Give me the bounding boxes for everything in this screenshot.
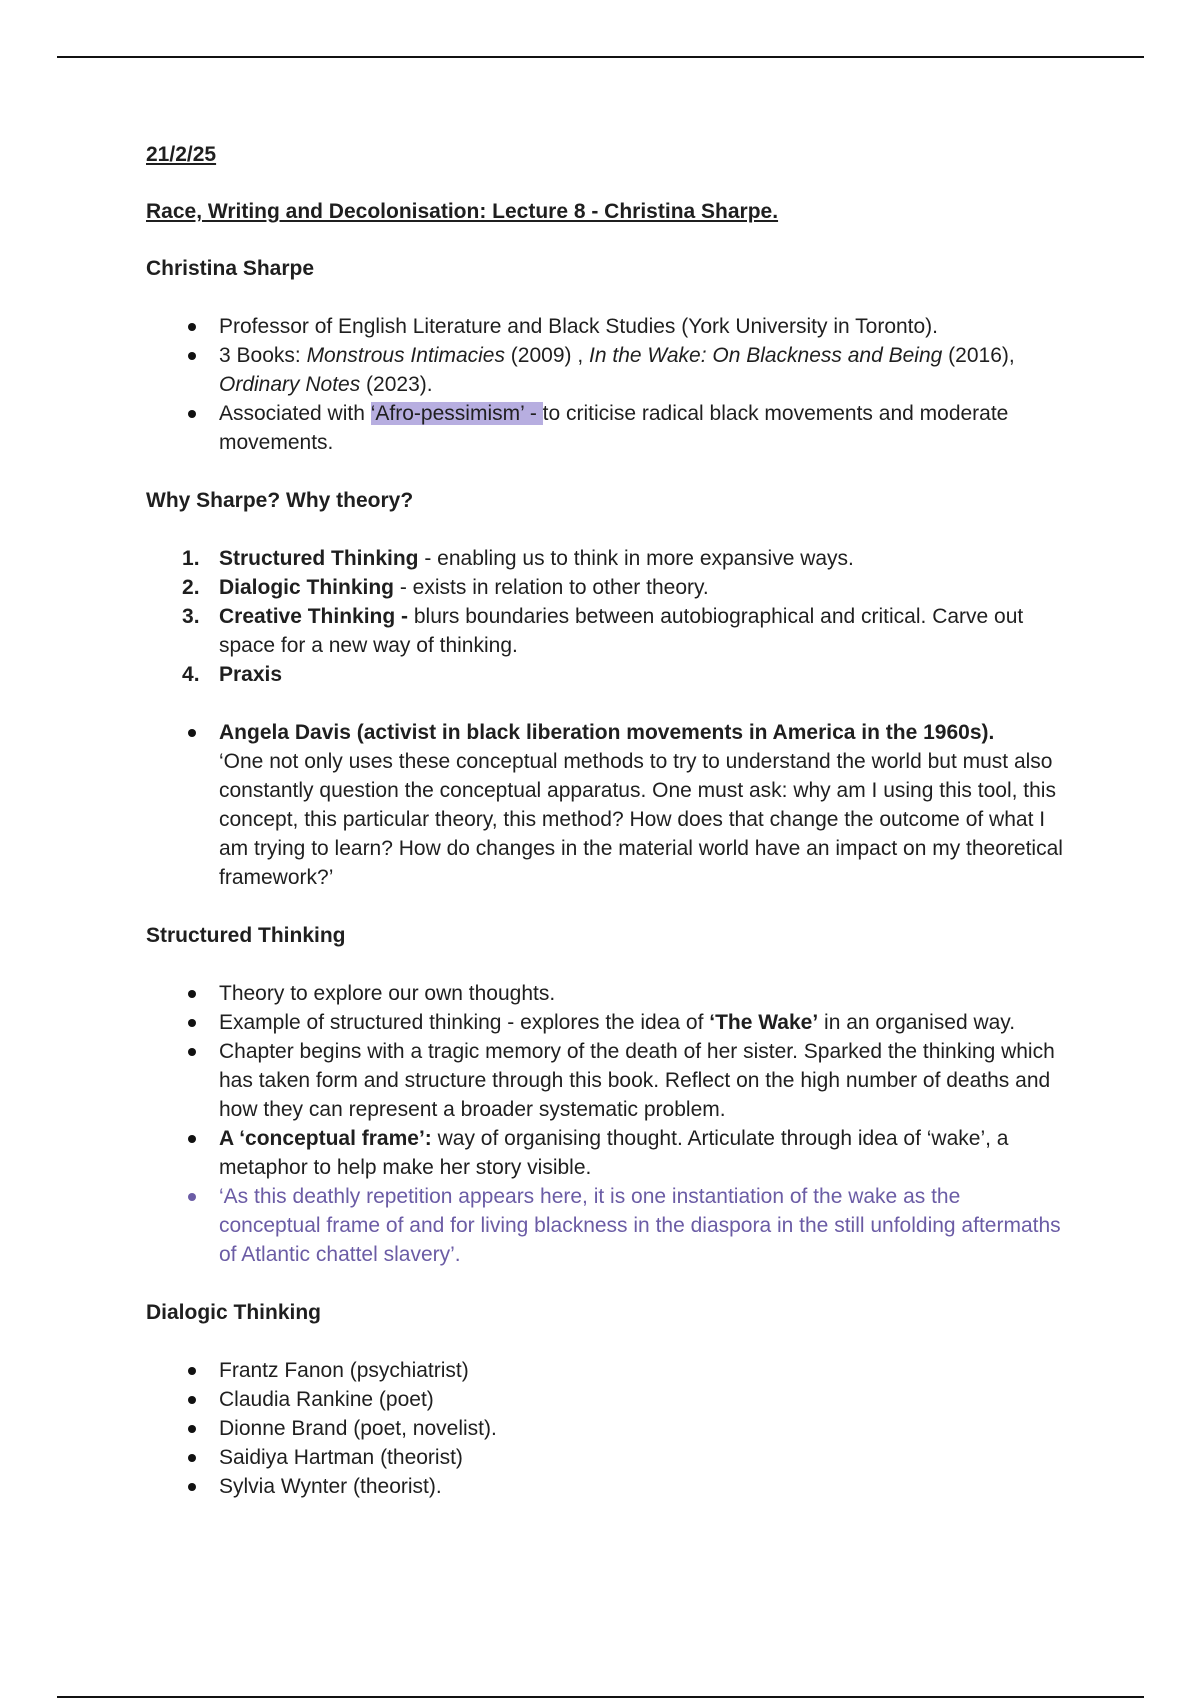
numbered-item: Praxis: [219, 663, 283, 686]
sharpe-list: [146, 312, 1066, 457]
document-title: Race, Writing and Decolonisation: Lecture 8 - Christina Sharpe.: [146, 200, 779, 223]
numbered-item: Structured Thinking - enabling us to think in more expansive ways.: [219, 547, 854, 570]
numbered-item: Creative Thinking - blurs boundaries between autobiographical and critical. Carve out space for a new way of thinking.: [219, 605, 1024, 657]
list-item: Frantz Fanon (psychiatrist): [219, 1356, 1066, 1385]
list-item: Professor of English Literature and Black Studies (York University in Toronto).: [219, 312, 1066, 341]
numbered-item: Dialogic Thinking - exists in relation to other theory.: [219, 576, 709, 599]
list-item: Angela Davis (activist in black liberation movements in America in the 1960s). ‘One not only uses these conceptual methods to try to understand the world but must also constantly question the conceptual apparatus. One must ask: why am I using this tool, this concept, this particular theory, this method? How does that change the outcome of what I am trying to learn? How do changes in the material world have an impact on my theoretical framework?’: [219, 718, 1066, 892]
list-item: 3 Books: Monstrous Intimacies (2009) , In the Wake: On Blackness and Being (2016), Ordinary Notes (2023).: [219, 341, 1066, 399]
list-item: Associated with ‘Afro-pessimism’ - to criticise radical black movements and moderate movements.: [219, 399, 1066, 457]
book-title: Monstrous Intimacies: [306, 344, 505, 367]
top-rule: [57, 56, 1144, 58]
book-title: In the Wake: On Blackness and Being: [589, 344, 943, 367]
list-item: Chapter begins with a tragic memory of the death of her sister. Sparked the thinking which has taken form and structure through this book. Reflect on the high number of deaths and how they can represent a broader systematic problem.: [219, 1037, 1066, 1124]
dialogic-list: [146, 1356, 1066, 1501]
list-item: Claudia Rankine (poet): [219, 1385, 1066, 1414]
list-item: A ‘conceptual frame’: way of organising thought. Articulate through idea of ‘wake’, a metaphor to help make her story visible.: [219, 1124, 1066, 1182]
why-numbered-list: [146, 544, 1066, 689]
bottom-rule: [57, 1696, 1144, 1698]
davis-list: [146, 718, 1066, 892]
list-item: Saidiya Hartman (theorist): [219, 1443, 1066, 1472]
section-heading-structured-thinking: Structured Thinking: [146, 924, 346, 947]
list-item: Sylvia Wynter (theorist).: [219, 1472, 1066, 1501]
section-heading-why-sharpe: Why Sharpe? Why theory?: [146, 489, 414, 512]
list-item: Theory to explore our own thoughts.: [219, 979, 1066, 1008]
highlighted-text: ‘Afro-pessimism’ -: [370, 402, 543, 425]
document-date: 21/2/25: [146, 143, 217, 166]
list-item: Dionne Brand (poet, novelist).: [219, 1414, 1066, 1443]
section-heading-christina-sharpe: Christina Sharpe: [146, 257, 315, 280]
book-title: Ordinary Notes: [219, 373, 361, 396]
davis-quote: ‘One not only uses these conceptual methods to try to understand the world but must also constantly question the conceptual apparatus. One must ask: why am I using this tool, this concept, this particular theory, this method? How does that change the outcome of what I am trying to learn? How do changes in the material world have an impact on my theoretical framework?’: [219, 750, 1063, 889]
document-page: [146, 140, 1066, 1530]
section-heading-dialogic-thinking: Dialogic Thinking: [146, 1301, 322, 1324]
quote-list-item: ‘As this deathly repetition appears here, it is one instantiation of the wake as the conceptual frame of and for living blackness in the diaspora in the still unfolding aftermaths of Atlantic chattel slavery’.: [219, 1182, 1066, 1269]
list-item: Example of structured thinking - explores the idea of ‘The Wake’ in an organised way.: [219, 1008, 1066, 1037]
structured-list: [146, 979, 1066, 1269]
